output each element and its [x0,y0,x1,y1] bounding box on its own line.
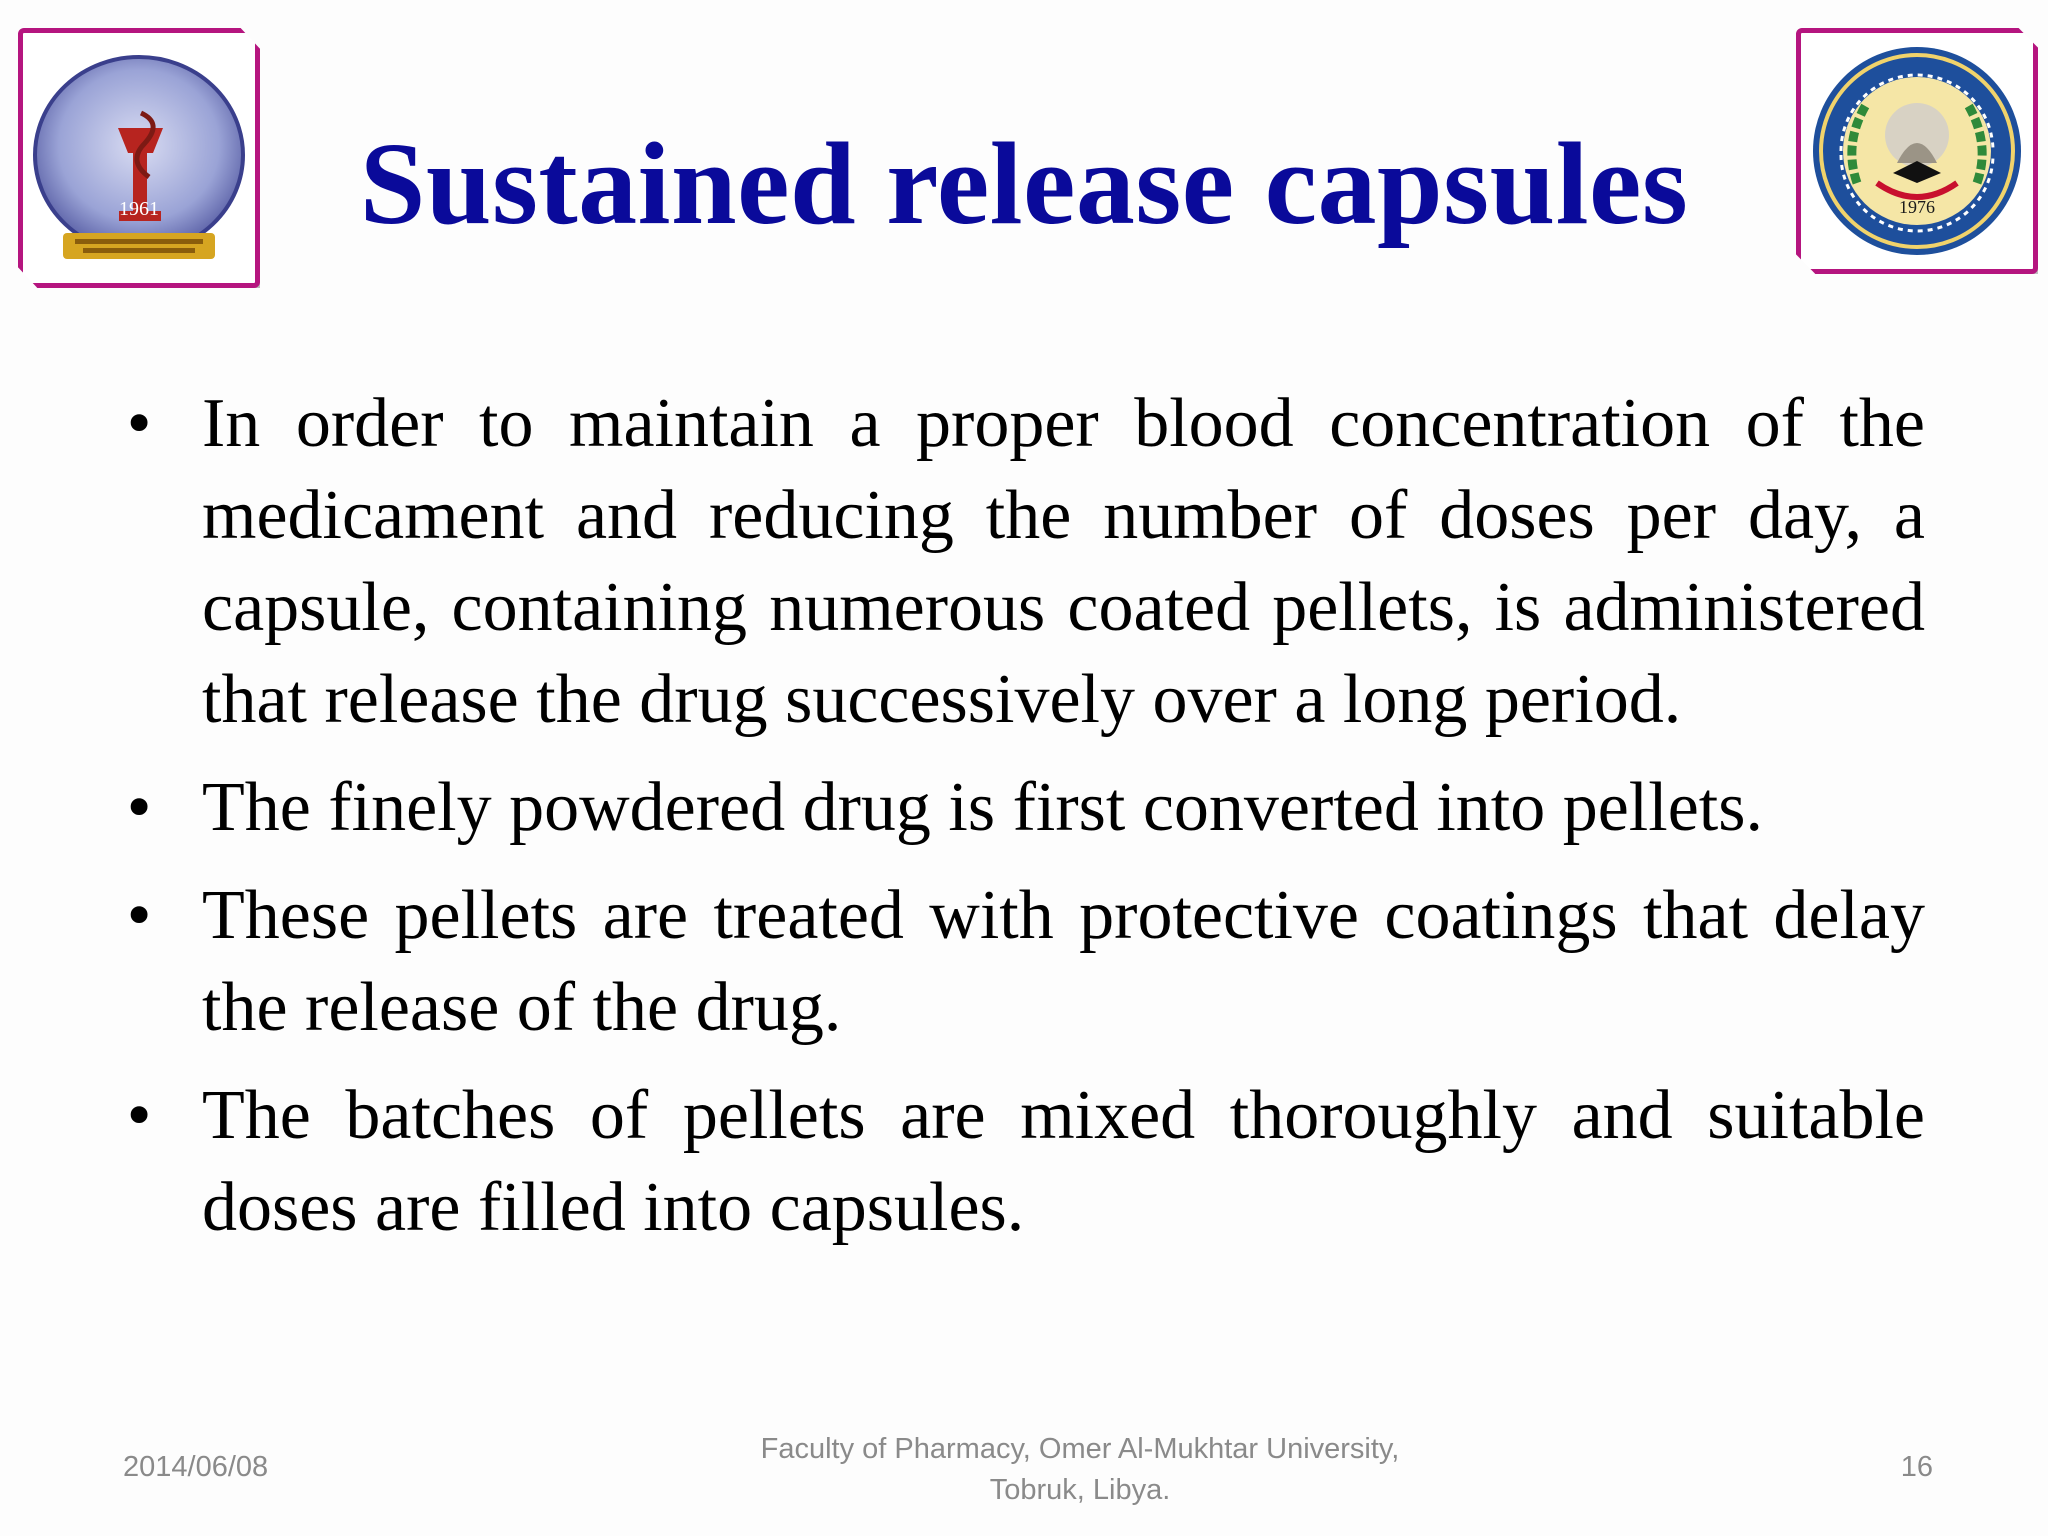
bullet-text: In order to maintain a proper blood concentration of the medicament and reducing the number of doses per day, a capsule, containing numerous coated pellets, is administered that release the drug successively over a long period. [202,385,1925,738]
svg-text:1976: 1976 [1899,197,1935,217]
faculty-logo [18,28,260,288]
university-seal-icon [1801,33,2033,269]
bullet-marker: • [122,1082,157,1150]
svg-text:1961: 1961 [119,198,159,220]
bullet-text: These pellets are treated with protective coatings that delay the release of the drug. [202,877,1925,1046]
bullet-item [120,378,1925,746]
bullet-text: The finely powdered drug is first converted into pellets. [202,769,1763,846]
footer-institution-line2: Tobruk, Libya. [989,1474,1171,1506]
footer-institution [680,1429,1480,1511]
slide-title: Sustained release capsules [359,118,1689,249]
bullet-marker: • [122,390,157,458]
pharmacy-emblem-icon [23,33,255,283]
university-logo [1796,28,2038,274]
bullet-item [120,762,1925,854]
bullet-marker: • [122,774,157,842]
bullet-text: The batches of pellets are mixed thoroughly and suitable doses are filled into capsules. [202,1077,1925,1246]
bullet-item [120,1070,1925,1254]
bullet-list [120,378,1925,1270]
footer-institution-line1: Faculty of Pharmacy, Omer Al-Mukhtar University, [760,1433,1400,1465]
bullet-marker: • [122,882,157,950]
page-number: 16 [1900,1451,1933,1483]
footer-date: 2014/06/08 [123,1451,269,1483]
bullet-item [120,870,1925,1054]
